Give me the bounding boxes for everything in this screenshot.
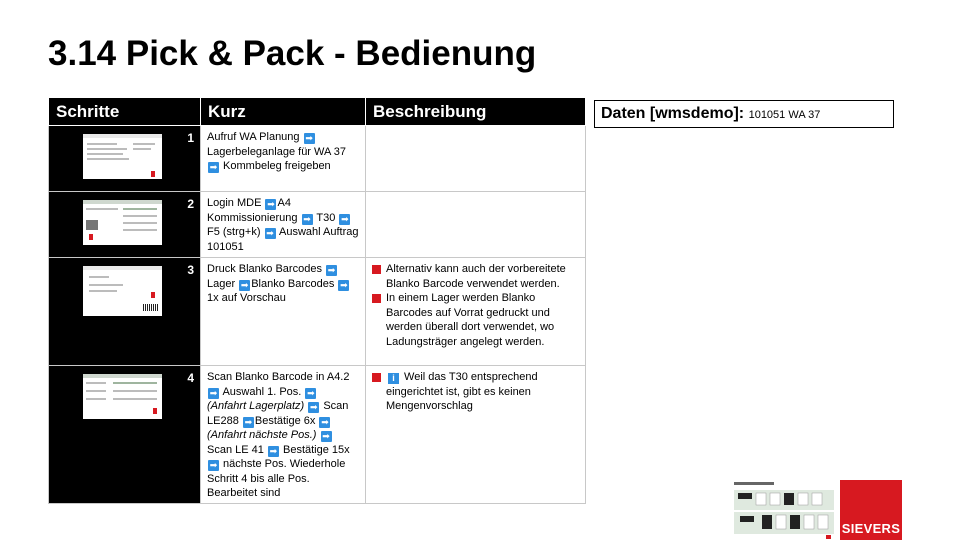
step-cell — [49, 192, 201, 258]
beschreibung-cell — [366, 366, 586, 504]
right-arrow-icon: ➡ — [310, 402, 318, 412]
step-cell — [49, 126, 201, 192]
right-arrow-icon: ➡ — [307, 387, 315, 398]
step-number: 4 — [187, 371, 194, 385]
process-map-graphic — [732, 480, 838, 540]
process-map-thumbnail — [732, 480, 838, 540]
daten-box — [594, 100, 894, 128]
table-header-row — [49, 98, 586, 126]
beschreibung-list — [372, 262, 579, 349]
header-kurz: Kurz — [201, 98, 366, 126]
step-cell — [49, 366, 201, 504]
right-arrow-icon: ➡ — [209, 460, 218, 470]
right-arrow-icon: ➡ — [340, 279, 348, 290]
right-arrow-icon: ➡ — [327, 265, 336, 275]
right-arrow-icon: ➡ — [322, 431, 330, 441]
header-beschreibung: Beschreibung — [366, 98, 586, 126]
kurz-text: Scan Blanko Barcode in A4.2 ➡ Auswahl 1. Pos. ➡ (Anfahrt Lagerplatz) ➡ Scan LE288 ➡ Bestätige 6x ➡ (Anfahrt nächste Pos.) ➡ Scan LE 41 ➡ Bestätige 15x ➡ nächste Pos. Wiederhole Schritt 4 bis alle Pos. Bearbeitet sind — [207, 371, 350, 499]
italic-text: (Anfahrt nächste Pos.) — [207, 429, 317, 441]
beschreibung-cell — [366, 192, 586, 258]
kurz-cell — [201, 192, 366, 258]
right-arrow-icon: ➡ — [266, 228, 274, 238]
step-number: 3 — [187, 263, 194, 277]
right-arrow-icon: ➡ — [209, 387, 218, 398]
beschreibung-list — [372, 370, 579, 414]
right-arrow-icon: ➡ — [244, 416, 253, 427]
right-arrow-icon: ➡ — [341, 213, 349, 224]
kurz-text: Druck Blanko Barcodes ➡ Lager ➡ Blanko Barcodes ➡ 1x auf Vorschau — [207, 263, 348, 304]
right-arrow-icon: ➡ — [269, 445, 278, 456]
daten-value: 101051 WA 37 — [748, 109, 821, 121]
logo-text: SIEVERS — [841, 521, 901, 536]
step-number: 1 — [187, 131, 194, 145]
kurz-cell — [201, 126, 366, 192]
screenshot-thumbnail — [83, 200, 162, 245]
right-arrow-icon: ➡ — [267, 199, 275, 209]
step-number: 2 — [187, 197, 194, 211]
right-arrow-icon: ➡ — [305, 133, 313, 143]
step-cell — [49, 258, 201, 366]
bullet-item: In einem Lager werden Blanko Barcodes auf Vorrat gedruckt und werden überall dort verwendet, wo Ladungsträger angelegt werden. — [372, 291, 579, 349]
info-icon: i — [388, 373, 399, 384]
bullet-item: Alternativ kann auch der vorbereitete Blanko Barcode verwendet werden. — [372, 262, 579, 291]
table-row-step-3 — [49, 258, 586, 366]
header-schritte: Schritte — [49, 98, 201, 126]
right-arrow-icon: ➡ — [321, 416, 329, 427]
table-row-step-1 — [49, 126, 586, 192]
table-row-step-4 — [49, 366, 586, 504]
kurz-cell — [201, 258, 366, 366]
screenshot-thumbnail — [83, 134, 162, 179]
screenshot-thumbnail — [83, 374, 162, 419]
bullet-item: i Weil das T30 entsprechend eingerichtet ist, gibt es keinen Mengenvorschlag — [372, 370, 579, 414]
page-title: 3.14 Pick & Pack - Bedienung — [48, 34, 537, 73]
kurz-text: Login MDE ➡ A4 Kommissionierung ➡ T30 ➡F5 (strg+k) ➡ Auswahl Auftrag 101051 — [207, 197, 359, 253]
daten-label: Daten [wmsdemo]: — [601, 105, 745, 122]
steps-table — [48, 97, 586, 504]
kurz-text: Aufruf WA Planung ➡ Lagerbeleganlage für WA 37 ➡ Kommbeleg freigeben — [207, 131, 347, 172]
right-arrow-icon: ➡ — [240, 279, 249, 290]
screenshot-thumbnail — [83, 266, 162, 316]
beschreibung-cell — [366, 258, 586, 366]
right-arrow-icon: ➡ — [209, 162, 218, 172]
kurz-cell — [201, 366, 366, 504]
italic-text: (Anfahrt Lagerplatz) — [207, 400, 305, 412]
sievers-logo — [840, 480, 902, 540]
right-arrow-icon: ➡ — [303, 213, 311, 224]
beschreibung-cell — [366, 126, 586, 192]
table-row-step-2 — [49, 192, 586, 258]
